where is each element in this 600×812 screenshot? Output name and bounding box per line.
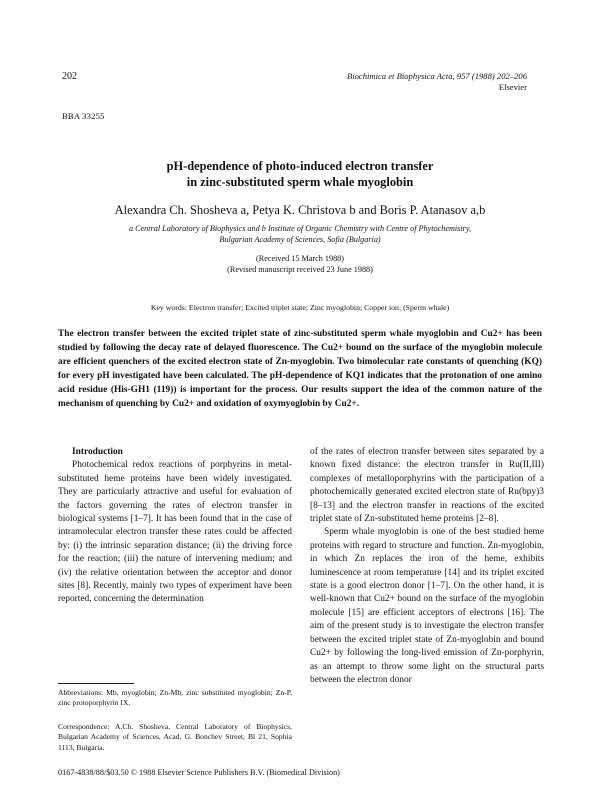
section-heading-introduction: Introduction [72, 447, 123, 457]
received-date: (Received 15 March 1988) [256, 254, 344, 263]
footnote-abbreviations: Abbreviations: Mb, myoglobin; Zn-Mb, zinc substituted myoglobin; Zn-P, zinc protoporphyrin IX. [58, 688, 292, 708]
author-list: Alexandra Ch. Shosheva a, Petya K. Christova b and Boris P. Atanasov a,b [114, 203, 486, 217]
intro-paragraph-1-continued: of the rates of electron transfer between sites separated by a known fixed distance: the electron transfer in Ru(II,III) complexes of metalloporphyrins with the participation of a photochemically generated excited electron state of Ru(bpy)3 [8–13] and the electron transfer in reactions of the excited triplet state of Zn-substituted heme proteins [2–8]. [310, 447, 544, 525]
intro-paragraph-2: Sperm whale myoglobin is one of the best studied heme proteins with regard to structure and function. Zn-myoglobin, in which Zn replaces the iron of the heme, exhibits luminescence at room temperature [14] and its triplet excited state is a good electron donor [1–7]. On the other hand, it is well-known that Cu2+ bound on the surface of the myoglobin molecule [15] are efficient acceptors of electrons [16]. The aim of the present study is to investigate the electron transfer between the excited triplet state of Zn-myoglobin and bound Cu2+ by following the long-lived emission of Zn-porphyrin, as an attempt to throw some light on the structural parts between the electron donor [310, 527, 544, 685]
article-title [60, 158, 540, 190]
journal-citation [347, 71, 527, 93]
footnote-correspondence: Correspondence: A.Ch. Shosheva, Central Laboratory of Biophysics, Bulgarian Academy of Sciences, Acad. G. Bonchev Street, Bl 21, Sophia 1113, Bulgaria. [58, 722, 292, 752]
title-line-2: in zinc-substituted sperm whale myoglobin [186, 175, 414, 189]
journal-line: Biochimica et Biophysica Acta, 957 (1988) 202–206 [346, 71, 527, 81]
page-number: 202 [62, 71, 77, 82]
right-column [310, 446, 544, 687]
revised-date: (Revised manuscript received 23 June 1988) [227, 265, 373, 274]
affiliations [60, 223, 540, 245]
keywords: Key words: Electron transfer; Excited triplet state; Zinc myoglobin; Copper ion; (Sperm whale) [150, 303, 450, 312]
left-column [58, 446, 292, 607]
abstract: The electron transfer between the excited triplet state of zinc-substituted sperm whale myoglobin and Cu2+ has been studied by following the decay rate of delayed fluorescence. The Cu2+ bound on the surface of the myoglobin molecule are efficient quenchers of the excited electron state of Zn-myoglobin. Two bimolecular rate constants of quenching (KQ) for every pH investigated have been calculated. The pH-dependence of KQ1 indicates that the protonation of one amino acid residue (His-GH1 (119)) is important for the process. Our results support the idea of the common nature of the mechanism of quenching by Cu2+ and oxidation of oxymyoglobin by Cu2+. [58, 329, 542, 409]
received-dates [60, 253, 540, 275]
affiliation-line-1: a Central Laboratory of Biophysics and b Institute of Organic Chemistry with Centre of Phytochemistry, [128, 224, 472, 233]
title-line-1: pH-dependence of photo-induced electron transfer [166, 159, 434, 173]
footnote-rule [58, 683, 134, 684]
issn-line: 0167-4838/88/$03.50 © 1988 Elsevier Science Publishers B.V. (Biomedical Division) [58, 768, 340, 777]
affiliation-line-2: Bulgarian Academy of Sciences, Sofia (Bulgaria) [219, 235, 381, 244]
intro-paragraph-1: Photochemical redox reactions of porphyrins in metal-substituted heme proteins have been widely investigated. They are particularly attractive and useful for evaluation of the factors governing the rates of electron transfer in biological systems [1–7]. It has been found that in the case of intramolecular electron transfer these rates could be affected by: (i) the intrinsic separation distance; (ii) the driving force for the reaction; (iii) the nature of intervening medium; and (iv) the relative orientation between the acceptor and donor sites [8]. Recently, mainly two types of experiment have been reported, concerning the determination [58, 460, 292, 605]
publisher: Elsevier [498, 82, 527, 92]
bba-number: BBA 33255 [62, 111, 105, 121]
